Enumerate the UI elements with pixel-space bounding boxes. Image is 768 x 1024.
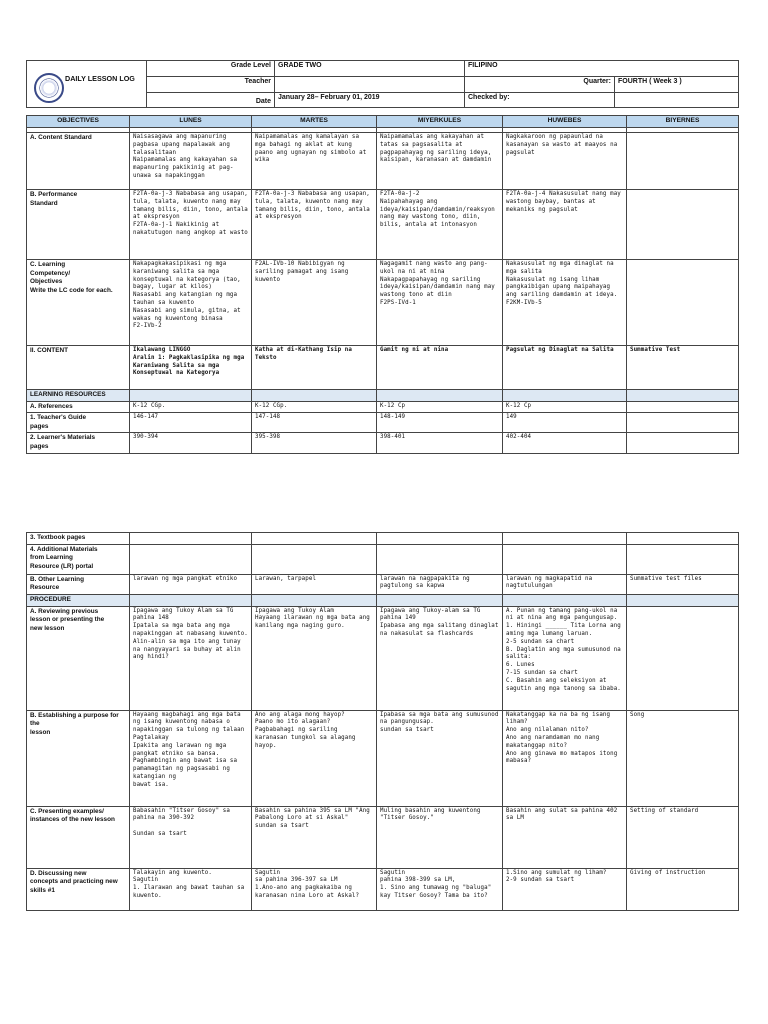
day-cell: 146-147 [130, 413, 252, 433]
row-label: B. Other Learning Resource [27, 574, 130, 594]
section-cell [377, 594, 503, 606]
grade-level-value: GRADE TWO [275, 61, 465, 77]
day-cell [627, 189, 739, 259]
lesson-row [27, 806, 739, 868]
lesson-row [27, 594, 739, 606]
lesson-row [27, 710, 739, 806]
day-cell: F2TA-0a-j-3 Nababasa ang usapan, tula, talata, kuwento nang may tamang bilis, diin, tono, antala at ekspresyon F2TA-0a-j-1 Nakikinig at nakatutugon nang angkop at wasto [130, 189, 252, 259]
row-label: B. Performance Standard [27, 189, 130, 259]
day-cell: Larawan, tarpapel [252, 574, 377, 594]
day-cell: Nakasusulat ng mga dinaglat na mga salita Nakasusulat ng isang liham pangkaibigan upang maipahayag ang sariling damdamin at ideya. F2KM-IVb-5 [503, 259, 627, 345]
day-cell: 148-149 [377, 413, 503, 433]
day-cell [252, 544, 377, 574]
day-cell: Katha at di-Kathang Isip na Teksto [252, 345, 377, 389]
day-cell: Ipagawa ang Tukoy-alam sa TG pahina 149 Ipabasa ang mga salitang dinaglat na nakasulat sa flashcards [377, 606, 503, 710]
lesson-row [27, 259, 739, 345]
subject-value: FILIPINO [465, 61, 739, 77]
day-cell [252, 533, 377, 545]
lesson-row [27, 132, 739, 189]
lesson-row [27, 868, 739, 910]
day-cell [627, 401, 739, 413]
day-cell: Ikalawang LINGGO Aralin 1: Pagkaklasipika ng mga Karaniwang Salita sa mga Konseptuwal na Kategorya [130, 345, 252, 389]
lesson-row [27, 401, 739, 413]
day-cell: Summative Test [627, 345, 739, 389]
teacher-label: Teacher [147, 76, 275, 92]
section-cell [627, 389, 739, 401]
lesson-table-top [26, 115, 739, 454]
day-cell: Babasahin "Titser Gosoy" sa pahina na 390-392 Sundan sa tsart [130, 806, 252, 868]
day-cell: Gamit ng ni at nina [377, 345, 503, 389]
day-cell [503, 544, 627, 574]
day-header: LUNES [130, 116, 252, 128]
day-cell: 147-148 [252, 413, 377, 433]
day-cell: larawan ng magkapatid na nagtutulungan [503, 574, 627, 594]
day-cell: Sagutin sa pahina 396-397 sa LM 1.Ano-ano ang pagkakaiba ng karanasan nina Loro at Askal? [252, 868, 377, 910]
day-cell: Nakapagkakasipikasi ng mga karaniwang salita sa mga konseptuwal na kategorya (tao, bagay, lugar at kilos) Nasasabi ang katangian ng mga tauhan sa kuwento Nasasabi ang simula, gitna, at wakas ng kuwentong binasa F2-IVb-2 [130, 259, 252, 345]
day-cell: K-12 CGp. [130, 401, 252, 413]
day-cell: 398-401 [377, 433, 503, 453]
section-cell [130, 594, 252, 606]
day-cell [377, 533, 503, 545]
day-cell: larawan na nagpapakita ng pagtulong sa kapwa [377, 574, 503, 594]
lesson-table-bottom [26, 532, 739, 911]
day-cell [627, 132, 739, 189]
row-label: C. Presenting examples/ instances of the new lesson [27, 806, 130, 868]
day-header: MIYERKULES [377, 116, 503, 128]
day-cell: Ipabasa sa mga bata ang sumusunod na pangungusap. sundan sa tsart [377, 710, 503, 806]
checked-by-value [615, 92, 739, 108]
day-cell: Muling basahin ang kuwentong "Titser Gosoy." [377, 806, 503, 868]
section-cell [627, 594, 739, 606]
day-header: HUWEBES [503, 116, 627, 128]
day-cell: F2TA-0a-j-2 Naipahahayag ang ideya/kaisipan/damdamin/reaksyon nang may wastong tono, diin, bilis, antala at intonasyon [377, 189, 503, 259]
row-label: A. Reviewing previous lesson or presenting the new lesson [27, 606, 130, 710]
day-cell: Giving of instruction [627, 868, 739, 910]
day-cell: Pagsulat ng Dinaglat na Salita [503, 345, 627, 389]
lesson-row [27, 574, 739, 594]
day-cell: Basahin ang sulat sa pahina 402 sa LM [503, 806, 627, 868]
day-cell: 390-394 [130, 433, 252, 453]
day-cell: F2AL-IVb-10 Nabibigyan ng sariling pamagat ang isang kuwento [252, 259, 377, 345]
day-cell [377, 544, 503, 574]
day-cell: Ipagawa ang Tukoy Alam sa TG pahina 148 Ipatala sa mga bata ang mga napakinggan at nabasang kuwento. Alin-alin sa mga ito ang tunay na nangyayari sa buhay at alin ang hindi? [130, 606, 252, 710]
day-cell [503, 533, 627, 545]
day-cell: F2TA-0a-j-3 Nababasa ang usapan, tula, talata, kuwento nang may tamang bilis, diin, tono, antala at ekspresyon [252, 189, 377, 259]
row-label: 1. Teacher's Guide pages [27, 413, 130, 433]
day-cell: Naisasagawa ang mapanuring pagbasa upang mapalawak ang talasalitaan Naipamamalas ang kakayahan sa mapanuring pakikinig at pag-unawa sa napakinggan [130, 132, 252, 189]
day-cell: larawan ng mga pangkat etniko [130, 574, 252, 594]
day-cell: 395-398 [252, 433, 377, 453]
day-cell: 402-404 [503, 433, 627, 453]
day-cell: A. Punan ng tamang pang-ukol na ni at nina ang mga pangungusap. 1. Hiningi ______ Tita Lorna ang aming mga lumang laruan. 2-5 sundan sa chart B. Daglatin ang mga sumusunod na salita: 6. Lunes 7-15 sundan sa chart C. Basahin ang seleksiyon at sagutin ang mga tanong sa ibaba. [503, 606, 627, 710]
day-cell: Nagagamit nang wasto ang pang-ukol na ni at nina Nakapagpapahayag ng sariling ideya/kaisipan/damdamin nang may wastong tono at diin F2PS-IVd-1 [377, 259, 503, 345]
row-label: 4. Additional Materials from Learning Resource (LR) portal [27, 544, 130, 574]
lesson-row [27, 533, 739, 545]
day-cell: Ano ang alaga mong hayop? Paano mo ito alagaan? Pagbabahagi ng sariling karanasan tungkol sa alagang hayop. [252, 710, 377, 806]
quarter-label: Quarter: [465, 76, 615, 92]
day-cell [130, 544, 252, 574]
section-cell [377, 389, 503, 401]
day-header: BIYERNES [627, 116, 739, 128]
day-cell: Ipagawa ang Tukoy Alam Hayaang ilarawan ng mga bata ang kanilang mga naging guro. [252, 606, 377, 710]
row-label: A. Content Standard [27, 132, 130, 189]
objectives-header: OBJECTIVES [27, 116, 130, 128]
day-cell: Basahin sa pahina 395 sa LM "Ang Pabalong Loro at si Askal" sundan sa tsart [252, 806, 377, 868]
row-label: PROCEDURE [27, 594, 130, 606]
day-cell [130, 533, 252, 545]
day-cell: 1.Sino ang sumulat ng liham? 2-9 sundan sa tsart [503, 868, 627, 910]
section-cell [503, 594, 627, 606]
day-cell: Naipamamalas ang kakayahan at tatas sa pagsasalita at pagpapahayag ng sariling ideya, kaisipan, karanasan at damdamin [377, 132, 503, 189]
section-cell [252, 594, 377, 606]
row-label: D. Discussing new concepts and practicing new skills #1 [27, 868, 130, 910]
day-cell: Setting of standard [627, 806, 739, 868]
row-label: II. CONTENT [27, 345, 130, 389]
day-header: MARTES [252, 116, 377, 128]
section-cell [503, 389, 627, 401]
lesson-row [27, 345, 739, 389]
checked-by-label: Checked by: [465, 92, 615, 108]
page-title: DAILY LESSON LOG [65, 74, 135, 83]
date-label: Date [147, 92, 275, 108]
day-cell: K-12 Cp [503, 401, 627, 413]
row-label: C. Learning Competency/ Objectives Write the LC code for each. [27, 259, 130, 345]
row-label: A. References [27, 401, 130, 413]
day-header-row [27, 116, 739, 128]
row-label: 2. Learner's Materials pages [27, 433, 130, 453]
section-cell [252, 389, 377, 401]
day-cell: K-12 Cp [377, 401, 503, 413]
day-cell: Nakatanggap ka na ba ng isang liham? Ano ang nilalaman nito? Ano ang naramdaman mo nang makatanggap nito? Ano ang ginawa mo matapos itong mabasa? [503, 710, 627, 806]
grade-level-label: Grade Level [147, 61, 275, 77]
lesson-row [27, 606, 739, 710]
section-cell [130, 389, 252, 401]
row-label: 3. Textbook pages [27, 533, 130, 545]
day-cell: 149 [503, 413, 627, 433]
day-cell [627, 259, 739, 345]
date-value: January 28– February 01, 2019 [275, 92, 465, 108]
lesson-row [27, 189, 739, 259]
day-cell [627, 544, 739, 574]
logo-cell [27, 61, 147, 108]
day-cell [627, 533, 739, 545]
row-label: B. Establishing a purpose for the lesson [27, 710, 130, 806]
header-table [26, 60, 739, 108]
deped-seal-icon [34, 73, 64, 103]
lesson-row [27, 433, 739, 453]
row-label: LEARNING RESOURCES [27, 389, 130, 401]
day-cell: Nagkakaroon ng papaunlad na kasanayan sa wasto at maayos na pagsulat [503, 132, 627, 189]
day-cell [627, 606, 739, 710]
day-cell: K-12 CGp. [252, 401, 377, 413]
day-cell: Song [627, 710, 739, 806]
day-cell [627, 433, 739, 453]
quarter-value: FOURTH ( Week 3 ) [615, 76, 739, 92]
lesson-row [27, 544, 739, 574]
day-cell: Hayaang magbahagi ang mga bata ng isang kuwentong nabasa o napakinggan sa tulong ng talaan Pagtalakay Ipakita ang larawan ng mga pangkat etniko sa bansa. Paghambingin ang bawat isa sa pamamagitan ng pagsasabi ng katangian ng bawat isa. [130, 710, 252, 806]
day-cell: F2TA-0a-j-4 Nakasusulat nang may wastong baybay, bantas at mekaniks ng pagsulat [503, 189, 627, 259]
day-cell: Naipamamalas ang kamalayan sa mga bahagi ng aklat at kung paano ang ugnayan ng simbolo at wika [252, 132, 377, 189]
lesson-row [27, 413, 739, 433]
day-cell: Summative test files [627, 574, 739, 594]
lesson-row [27, 389, 739, 401]
day-cell: Sagutin pahina 398-399 sa LM, 1. Sino ang tumawag ng "baluga" kay Titser Gosoy? Tama ba ito? [377, 868, 503, 910]
day-cell: Talakayin ang kuwento. Sagutin 1. Ilarawan ang bawat tauhan sa kuwento. [130, 868, 252, 910]
teacher-value [275, 76, 465, 92]
day-cell [627, 413, 739, 433]
